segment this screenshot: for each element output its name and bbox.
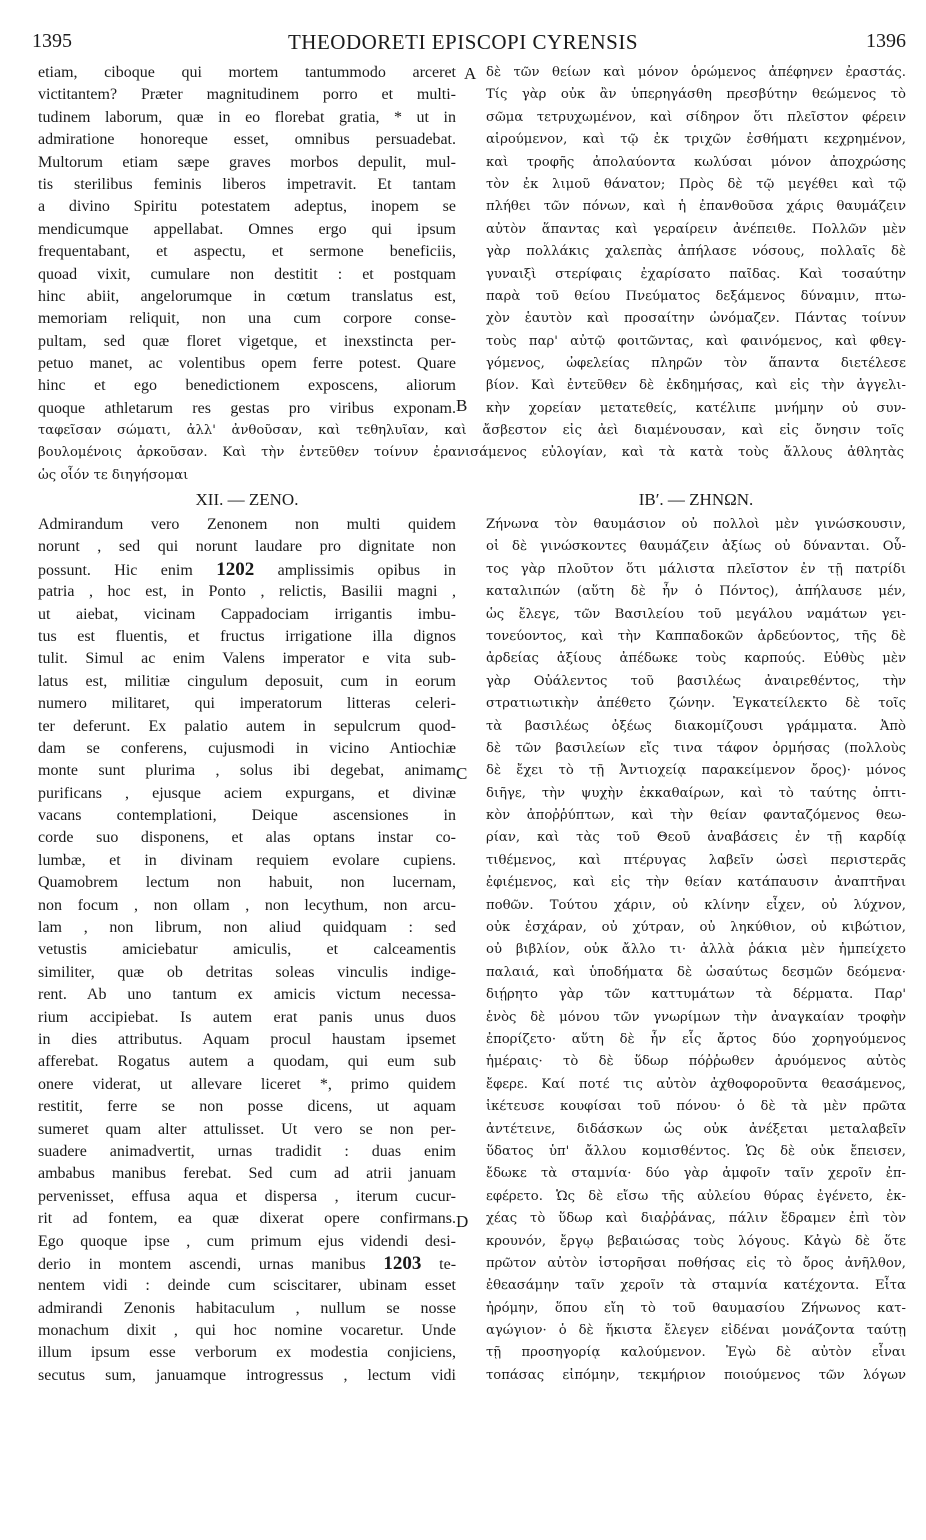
latin-line bbox=[38, 559, 456, 581]
page-number-right: 1396 bbox=[866, 30, 906, 52]
greek-line: διῄρητο γὰρ τῶν καττυμάτων τὰ δέρματα. Παρ' bbox=[486, 987, 906, 1003]
greek-line: καὶ τροφῆς ἀπολαύοντα κωλύσαι μόνον ἀποχρώσης bbox=[486, 154, 906, 170]
latin-line: latus est, militiæ cingulum deposuit, cum in eorum bbox=[38, 672, 456, 690]
running-title: THEODORETI EPISCOPI CYRENSIS bbox=[287, 30, 639, 54]
greek-line: ἑνὸς δὲ μόνου τῶν γνωρίμων τὴν ἀναγκαίαν τροφὴν bbox=[486, 1009, 906, 1025]
latin-line: afferebat. Rogatus autem a quodam, qui eum sub bbox=[38, 1053, 456, 1071]
greek-line: ὡς οἷόν τε διηγήσομαι bbox=[38, 467, 189, 483]
latin-line-part: possunt. Hic enim bbox=[38, 561, 193, 579]
latin-line: a divino Spiritu potestatem adeptus, inopem se bbox=[38, 198, 456, 216]
greek-section-heading: ΙΒʹ. — ΖΗΝΩΝ. bbox=[638, 490, 754, 509]
greek-line: γυναιξὶ στερίφαις ἐχαρίσατο παῖδας. Καὶ τοσαύτην bbox=[486, 266, 906, 282]
latin-line-part: amplissimis opibus in bbox=[277, 561, 456, 579]
latin-line: quoque athletarum res gestas pro viribus exponam. bbox=[38, 399, 456, 417]
greek-line: ἱκέτευσε κουφίσαι τοῦ πόνου· ὁ δὲ τὰ μὲν πρῶτα bbox=[486, 1099, 906, 1115]
greek-line: ὡς ἔλεγε, τῶν Βασιλείου τοῦ μεγάλου ναμάτων γει- bbox=[486, 606, 906, 622]
latin-line: tis sterilibus feminis liberos impetravit. Et tantam bbox=[38, 175, 456, 193]
greek-line: κὸν ἀποῤῥύπτων, καὶ τὴν θείαν φανταζόμενος θεω- bbox=[486, 808, 906, 824]
latin-line: tulit. Simul ac enim Valens imperator e vita sub- bbox=[38, 650, 456, 668]
greek-line: δὲ τῶν θείων καὶ μόνον ὁρώμενος ἀπέφηνεν ἐραστάς. bbox=[486, 65, 906, 80]
latin-line: illum ipsum esse verborum ex modestia conjiciens, bbox=[38, 1344, 456, 1362]
latin-line: hinc abiit, angelorumque in cœtum translatus est, bbox=[38, 287, 456, 305]
greek-line: ποθῶν. Τούτου χάριν, οὐ κλίνην εἶχεν, οὐ λύχνον, bbox=[486, 897, 906, 913]
greek-column-bottom bbox=[486, 514, 906, 1387]
latin-line: patria , hoc est, in Ponto , relictis, Basilii magni , bbox=[38, 583, 456, 601]
page-number-left: 1395 bbox=[32, 30, 72, 52]
latin-line: ter deferunt. Ex palatio autem in sepulcrum quod- bbox=[38, 717, 456, 735]
margin-letter-a: A bbox=[464, 64, 477, 83]
greek-line: ἡμέραις· τὸ δὲ ὕδωρ πόῤῥωθεν ἀρυόμενος αὐτὸς bbox=[486, 1054, 906, 1070]
latin-line: rit ad fontem, ea quæ dixerat opere confirmans. bbox=[38, 1210, 456, 1228]
greek-line: αὐτὸν ἅπαντας καὶ γεραίρειν ἀνέπειθε. Πολλῶν μὲν bbox=[486, 221, 906, 237]
greek-line: ρίαν, καὶ τὰς τοῦ Θεοῦ ἀναβάσεις ἐν τῇ καρδίᾳ bbox=[486, 830, 906, 846]
greek-line: ἐπορίζετο· αὕτη δὲ ἦν εἷς ἄρτος δύο χορηγούμενος bbox=[486, 1031, 906, 1047]
greek-line: οὐ βιβλίον, οὐκ ἄλλο τι· ἀλλὰ ῥάκια μὲν ἠμπείχετο bbox=[486, 942, 906, 958]
margin-page-number: 1202 bbox=[216, 558, 255, 580]
latin-column-top bbox=[38, 62, 456, 420]
greek-line: τὸν ἐκ λιμοῦ θάνατον; Πρὸς δὲ τῷ μεγέθει καὶ τῷ bbox=[486, 176, 906, 192]
greek-line: πλήθει τῶν πόνων, καὶ ἡ ἐπανθοῦσα χάρις θαυμάζειν bbox=[486, 199, 906, 215]
latin-line: purificans , ejusque aciem expurgans, et divinæ bbox=[38, 784, 456, 802]
latin-line: lumbæ, et in divinam requiem evolare cupiens. bbox=[38, 851, 456, 869]
greek-line: ἐφιέμενος, καὶ εἰς τὴν θείαν κατάπαυσιν ἀναπτῆναι bbox=[486, 875, 906, 891]
latin-section-heading: XII. — ZENO. bbox=[195, 490, 299, 509]
latin-line: ut aiebat, vicinam Cappadociam irrigantis imbu- bbox=[38, 605, 456, 623]
greek-line: ἀρδείας ἀξίους ἀπέδωκε τοὺς καρπούς. Εὐθὺς μὲν bbox=[486, 651, 906, 667]
latin-line: vetustis amiciebatur amiculis, et calceamentis bbox=[38, 941, 456, 959]
greek-line: ἔφερε. Καί ποτέ τις αὐτὸν ἀχθοφοροῦντα θεασάμενος, bbox=[486, 1076, 906, 1092]
latin-line: dam se conferens, cujusmodi in vicino Antiochiæ bbox=[38, 739, 456, 757]
latin-line: monte sunt plurima , solus ibi degebat, animam bbox=[38, 762, 456, 780]
greek-line: οἱ δὲ γινώσκοντες θαυμάζειν ἀξίως οὐ δύνανται. Οὗ- bbox=[486, 539, 906, 555]
greek-line: δὲ τῶν βασιλείων εἴς τινα τάφον ὁρμήσας (πολλοὺς bbox=[486, 740, 906, 756]
greek-line: αἱρούμενον, καὶ τῷ ἐκ τριχῶν ἐσθήματι κεχρημένον, bbox=[486, 132, 906, 148]
latin-line: petuo manet, ac volentibus opem ferre potest. Quare bbox=[38, 355, 456, 373]
greek-line: παρὰ τοῦ θείου Πνεύματος δεξάμενος δύναμιν, πτω- bbox=[486, 288, 906, 304]
latin-line: pervenisset, effusa aqua et dispersa , iterum cucur- bbox=[38, 1187, 456, 1205]
greek-line: Τίς γὰρ οὐκ ἂν ὑπερηγάσθη πρεσβύτην θεώμενος τὸ bbox=[486, 87, 906, 103]
greek-line: τιθέμενος, καὶ πτέρυγας λαβεῖν ὡσεὶ περιστερᾶς bbox=[486, 852, 906, 868]
latin-line: rent. Ab uno tantum ex amicis victum necessa- bbox=[38, 986, 456, 1004]
greek-line: γὰρ πολλάκις χαλεπὰς ἀπήλασε νόσους, πολλαῖς δὲ bbox=[486, 244, 906, 260]
greek-line: γόμενος, ὠφελείας πληρῶν τὸν ἅπαντα διετέλεσε bbox=[486, 356, 906, 372]
latin-line: admirandi Zenonis habitaculum , nullum se nosse bbox=[38, 1299, 456, 1317]
latin-line: etiam, ciboque qui mortem tantummodo arceret bbox=[38, 64, 456, 81]
greek-line: τὰ βασιλέως ὀξέως διακομίζουσι γράμματα. Ἀπὸ bbox=[486, 718, 906, 734]
greek-line: τοὺς παρ' αὐτῷ φοιτῶντας, καὶ φαινόμενος, καὶ φθεγ- bbox=[486, 333, 906, 349]
latin-line: hinc et ego benedictionem exposcens, aliorum bbox=[38, 377, 456, 395]
greek-line: χὸν ἑαυτὸν καὶ προσαίτην ὠνόμαζεν. Πάντας τοίνυν bbox=[486, 311, 906, 327]
greek-line: τος γὰρ πλοῦτον ὅτι μάλιστα πλεῖστον ἐν τῇ πατρίδι bbox=[486, 561, 906, 577]
greek-line: ταφεῖσαν σώματι, ἀλλ' ἀνθοῦσαν, καὶ τεθηλυῖαν, καὶ ἄσβεστον εἰς ἀεὶ διαμένουσαν, καὶ εἰς ὄνησιν τοῖς bbox=[38, 423, 904, 438]
latin-line: memoriam reliquit, non una cum corpore conse- bbox=[38, 310, 456, 328]
greek-line: ἔδωκε τὰ σταμνία· δύο γὰρ ἀμφοῖν ταῖν χεροῖν ἐπ- bbox=[486, 1166, 906, 1182]
latin-line: secutus sum, januamque introgressus , lectum vidi bbox=[38, 1366, 456, 1384]
page-header bbox=[18, 30, 908, 60]
latin-line: norunt , sed qui norunt laudare pro dignitate non bbox=[38, 538, 456, 556]
latin-line: Ego quoque ipse , cum primum ejus videndi desi- bbox=[38, 1232, 456, 1250]
latin-line: mendicumque appellabat. Omnes ergo qui ipsum bbox=[38, 220, 456, 238]
latin-line: tus est fluentis, et fructus irrigatione illa dignos bbox=[38, 627, 456, 645]
greek-column-top bbox=[486, 62, 906, 420]
greek-line: ἠρόμην, ὅπου εἴη τὸ τοῦ θαυμασίου Ζήνωνος κατ- bbox=[486, 1300, 906, 1316]
greek-line: εφέρετο. Ὡς δὲ εἴσω τῆς αὐλείου θύρας ἐγένετο, ἐκ- bbox=[486, 1188, 906, 1204]
greek-line: κρουνόν, ἔργῳ βεβαιώσας τοὺς λόγους. Κἀγὼ δὲ ὅτε bbox=[486, 1233, 906, 1249]
latin-line-part: derio in montem ascendi, urnas manibus bbox=[38, 1255, 366, 1273]
latin-line: Admirandum vero Zenonem non multi quidem bbox=[38, 516, 456, 533]
greek-line: γὰρ Οὐάλεντος τοῦ βασιλέως ἀναιρεθέντος, τὴν bbox=[486, 673, 906, 689]
margin-letter-c: C bbox=[456, 764, 468, 783]
greek-line: χέας τὸ ὕδωρ καὶ διαῤῥάνας, πάλιν ἔδραμεν ἐπὶ τὸν bbox=[486, 1211, 906, 1227]
latin-line: vacans contemplationi, Deique ascensiones in bbox=[38, 807, 456, 825]
greek-line: αγώγιον· ὁ δὲ ἥκιστα ἔλεγεν εἰδέναι μονάζοντα ταύτῃ bbox=[486, 1323, 906, 1339]
latin-line: pultam, sed quæ floret vigetque, et inexstincta per- bbox=[38, 332, 456, 350]
latin-line: Quamobrem lectum non habuit, non lucernam, bbox=[38, 874, 456, 892]
latin-line: corde suo disponens, et alas optans instar co- bbox=[38, 829, 456, 847]
greek-line: τοπάσας εἰπόμην, τεκμήριον ποιούμενος τῶν λόγων bbox=[486, 1367, 906, 1383]
latin-line-part: te- bbox=[439, 1255, 456, 1273]
greek-line: βουλομένοις ἀρκοῦσαν. Καὶ τὴν ἐντεῦθεν τοίνυν ἐρανισάμενος εὐλογίαν, καὶ τὰ κατὰ τοὺς ἄλλους ἀθλητὰς bbox=[38, 445, 904, 461]
greek-line: κὴν χορείαν μετατεθείς, κατέλιπε μνήμην οὐ συν- bbox=[486, 400, 906, 416]
latin-line: ambabus manibus ferebat. Sed cum ad atrii januam bbox=[38, 1165, 456, 1183]
greek-line: ἐθεασάμην ταῖν χεροῖν τὰ σταμνία κατέχοντα. Εἶτα bbox=[486, 1278, 906, 1294]
latin-line: quoad vixit, cumulare non destitit : et postquam bbox=[38, 265, 456, 283]
latin-line: sumeret quam alter attulisset. Ut vero se non per- bbox=[38, 1120, 456, 1138]
margin-page-number: 1203 bbox=[383, 1252, 422, 1274]
greek-full-width-block bbox=[38, 420, 904, 487]
greek-line: δὲ ἔχει τὸ τῇ Ἀντιοχείᾳ παρακείμενον ὄρος)· μόνος bbox=[486, 763, 906, 779]
latin-column-bottom bbox=[38, 514, 456, 1387]
latin-line: similiter, quæ ob detritas soleas vinculis indige- bbox=[38, 963, 456, 981]
latin-line: tudinem laborum, quæ in eo florebat gratia, * ut in bbox=[38, 108, 456, 126]
greek-line: καταλιπών (αὕτη δὲ ἦν ὁ Πόντος), ἀπήλαυσε μέν, bbox=[486, 584, 906, 600]
latin-line: victitantem? Præter magnitudinem porro et multi- bbox=[38, 86, 456, 104]
latin-line: suadere animadvertit, urnas tradidit : duas enim bbox=[38, 1142, 456, 1160]
latin-line: in dies attributus. Aquam procul haustam ipsemet bbox=[38, 1030, 456, 1048]
latin-line: nentem vidi : deinde cum sciscitarer, ubinam esset bbox=[38, 1277, 456, 1295]
greek-line: τῇ προσηγορίᾳ καλούμενον. Ἐγὼ δὲ αὐτὸν εἶναι bbox=[486, 1345, 906, 1361]
greek-line: διῆγε, τὴν ψυχὴν ἐκκαθαίρων, καὶ τὸ ταύτης ὀπτι- bbox=[486, 785, 906, 801]
latin-line: rium accipiebat. Is autem erat panis unus duos bbox=[38, 1008, 456, 1026]
latin-line: restitit, ferre se non posse dicens, ut aquam bbox=[38, 1098, 456, 1116]
greek-line: παλαιά, καὶ ὑποδήματα δὲ ὡσαύτως δεσμῶν δεόμενα· bbox=[486, 964, 906, 980]
latin-line: non focum , non ollam , non lecythum, non arcu- bbox=[38, 896, 456, 914]
greek-line: ἀντέτεινε, διδάσκων ὡς οὐκ ἀνέξεται μεταλαβεῖν bbox=[486, 1121, 906, 1137]
latin-line: admiratione honoreque esset, omnibus persuadebat. bbox=[38, 131, 456, 149]
greek-line: οὐκ ἐσχάραν, οὐ χύτραν, οὐ ληκύθιον, οὐ κιβώτιον, bbox=[486, 920, 906, 936]
latin-line: monachum dixit , qui hoc nomine vocaretur. Unde bbox=[38, 1322, 456, 1340]
latin-line bbox=[38, 1253, 456, 1275]
latin-line: onere viderat, ut allevare liceret *, primo quidem bbox=[38, 1075, 456, 1093]
latin-line: frequentabant, et aspectu, et sermone beneficiis, bbox=[38, 243, 456, 261]
greek-line: στρατιωτικὴν ἀπέθετο ζώνην. Ἐγκατείλεκτο δὲ τοῖς bbox=[486, 696, 906, 712]
greek-line: βίον. Καὶ ἐντεῦθεν δὲ ἐκδημήσας, καὶ εἰς τὴν ἀγγελι- bbox=[486, 378, 906, 394]
greek-line: ὕδατος ὑπ' ἄλλου κομισθέντος. Ὡς δὲ οὐκ ἔπεισεν, bbox=[486, 1143, 906, 1159]
margin-letter-d: D bbox=[456, 1212, 469, 1231]
latin-line: Multorum etiam sæpe graves morbos depulit, mul- bbox=[38, 153, 456, 171]
greek-line: Ζήνωνα τὸν θαυμάσιον οὐ πολλοὶ μὲν γινώσκουσιν, bbox=[486, 517, 906, 532]
greek-line: πρῶτον αὐτὸν ἱστορῆσαι ποθήσας εἰς τὸ ὄρος ἀνῆλθον, bbox=[486, 1255, 906, 1271]
latin-line: numero militaret, qui imperatorum litteras celeri- bbox=[38, 695, 456, 713]
latin-line: lam , non librum, non aliud quidquam : sed bbox=[38, 919, 456, 937]
margin-letter-b: B bbox=[456, 396, 468, 415]
greek-line: τονεύοντος, καὶ τὴν Καππαδοκῶν ἀρδεύοντος, τῆς δὲ bbox=[486, 628, 906, 644]
greek-line: σῶμα τετρυχωμένον, καὶ σίδηρον ὅτι πλεῖστον φέρειν bbox=[486, 109, 906, 125]
